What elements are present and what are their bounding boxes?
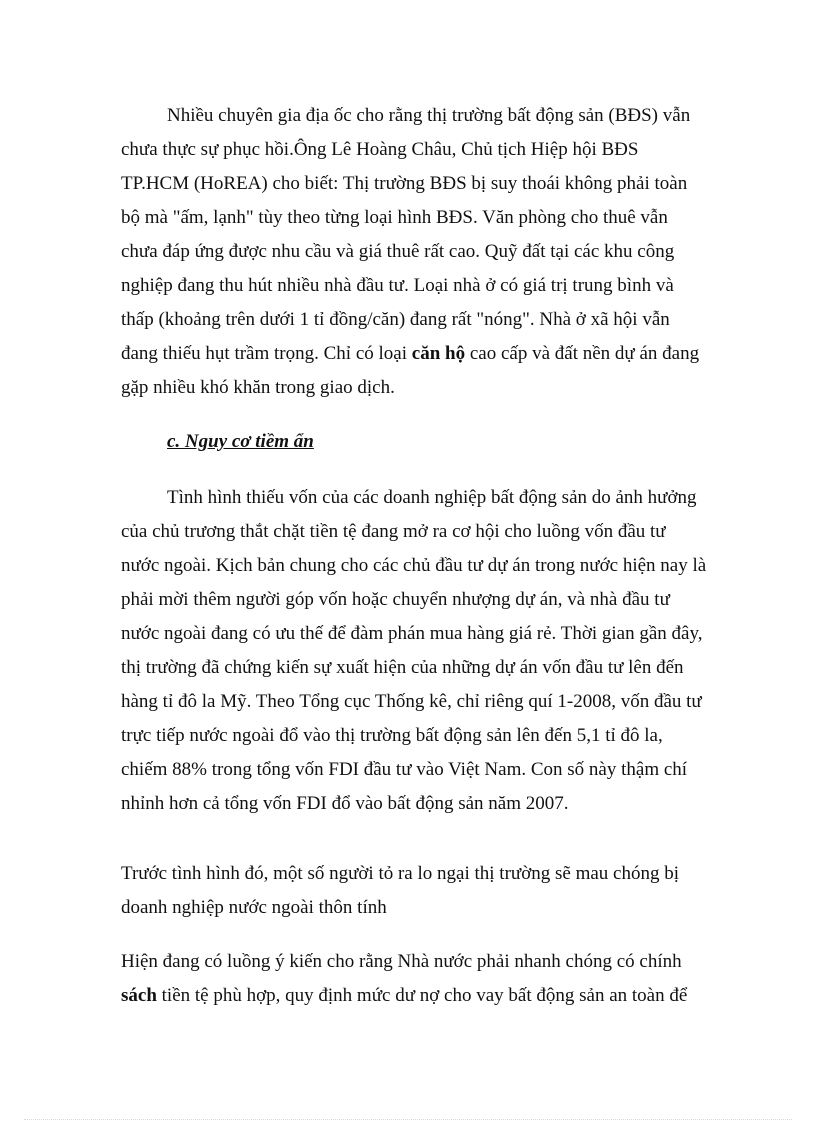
para1-line-1: Nhiều chuyên gia địa ốc cho rằng thị trường bất động sản (BĐS) vẫn xyxy=(167,105,691,126)
para2-line-5: nước ngoài đang có ưu thế để đàm phán mua hàng giá rẻ. Thời gian gần đây, xyxy=(121,623,703,644)
para1-line-7: thấp (khoảng trên dưới 1 tỉ đồng/căn) đang rất "nóng". Nhà ở xã hội vẫn xyxy=(121,309,670,330)
para2-line-10: nhỉnh hơn cả tổng vốn FDI đổ vào bất động sản năm 2007. xyxy=(121,793,569,814)
para1-line-5: chưa đáp ứng được nhu cầu và giá thuê rất cao. Quỹ đất tại các khu công xyxy=(121,241,675,262)
para4-line-2 xyxy=(121,984,687,1008)
para2-line-8: trực tiếp nước ngoài đổ vào thị trường bất động sản lên đến 5,1 tỉ đô la, xyxy=(121,725,663,746)
page-bottom-divider xyxy=(24,1119,792,1120)
para2-line-6: thị trường đã chứng kiến sự xuất hiện của những dự án vốn đầu tư lên đến xyxy=(121,657,684,678)
para1-line-8-post: cao cấp và đất nền dự án đang xyxy=(465,343,700,364)
para4-line-2-post: tiền tệ phù hợp, quy định mức dư nợ cho vay bất động sản an toàn để xyxy=(156,985,688,1006)
bold-term-sach: sách xyxy=(121,985,157,1006)
para2-line-2: của chủ trương thắt chặt tiền tệ đang mở ra cơ hội cho luồng vốn đầu tư xyxy=(121,521,666,542)
para1-line-9: gặp nhiều khó khăn trong giao dịch. xyxy=(121,377,395,398)
para2-line-1: Tình hình thiếu vốn của các doanh nghiệp bất động sản do ảnh hưởng xyxy=(167,487,697,508)
para1-line-4: bộ mà "ấm, lạnh" tùy theo từng loại hình BĐS. Văn phòng cho thuê vẫn xyxy=(121,207,668,228)
para2-line-3: nước ngoài. Kịch bản chung cho các chủ đầu tư dự án trong nước hiện nay là xyxy=(121,555,707,576)
para1-line-2: chưa thực sự phục hồi.Ông Lê Hoàng Châu, Chủ tịch Hiệp hội BĐS xyxy=(121,139,639,160)
section-heading: c. Nguy cơ tiềm ẩn xyxy=(167,431,314,452)
para3-line-2: doanh nghiệp nước ngoài thôn tính xyxy=(121,897,387,918)
para4-line-1: Hiện đang có luồng ý kiến cho rằng Nhà nước phải nhanh chóng có chính xyxy=(121,951,682,972)
para1-line-8 xyxy=(121,342,699,366)
para1-line-6: nghiệp đang thu hút nhiều nhà đầu tư. Loại nhà ở có giá trị trung bình và xyxy=(121,275,674,296)
para1-line-3: TP.HCM (HoREA) cho biết: Thị trường BĐS bị suy thoái không phải toàn xyxy=(121,173,688,194)
bold-term-can-ho: căn hộ xyxy=(411,343,466,364)
para2-line-7: hàng tỉ đô la Mỹ. Theo Tổng cục Thống kê, chỉ riêng quí 1-2008, vốn đầu tư xyxy=(121,691,702,712)
para3-line-1: Trước tình hình đó, một số người tỏ ra lo ngại thị trường sẽ mau chóng bị xyxy=(121,863,679,884)
para2-line-4: phải mời thêm người góp vốn hoặc chuyển nhượng dự án, và nhà đầu tư xyxy=(121,589,670,610)
para1-line-8-pre: đang thiếu hụt trầm trọng. Chỉ có loại xyxy=(121,343,412,364)
para2-line-9: chiếm 88% trong tổng vốn FDI đầu tư vào Việt Nam. Con số này thậm chí xyxy=(121,759,688,780)
